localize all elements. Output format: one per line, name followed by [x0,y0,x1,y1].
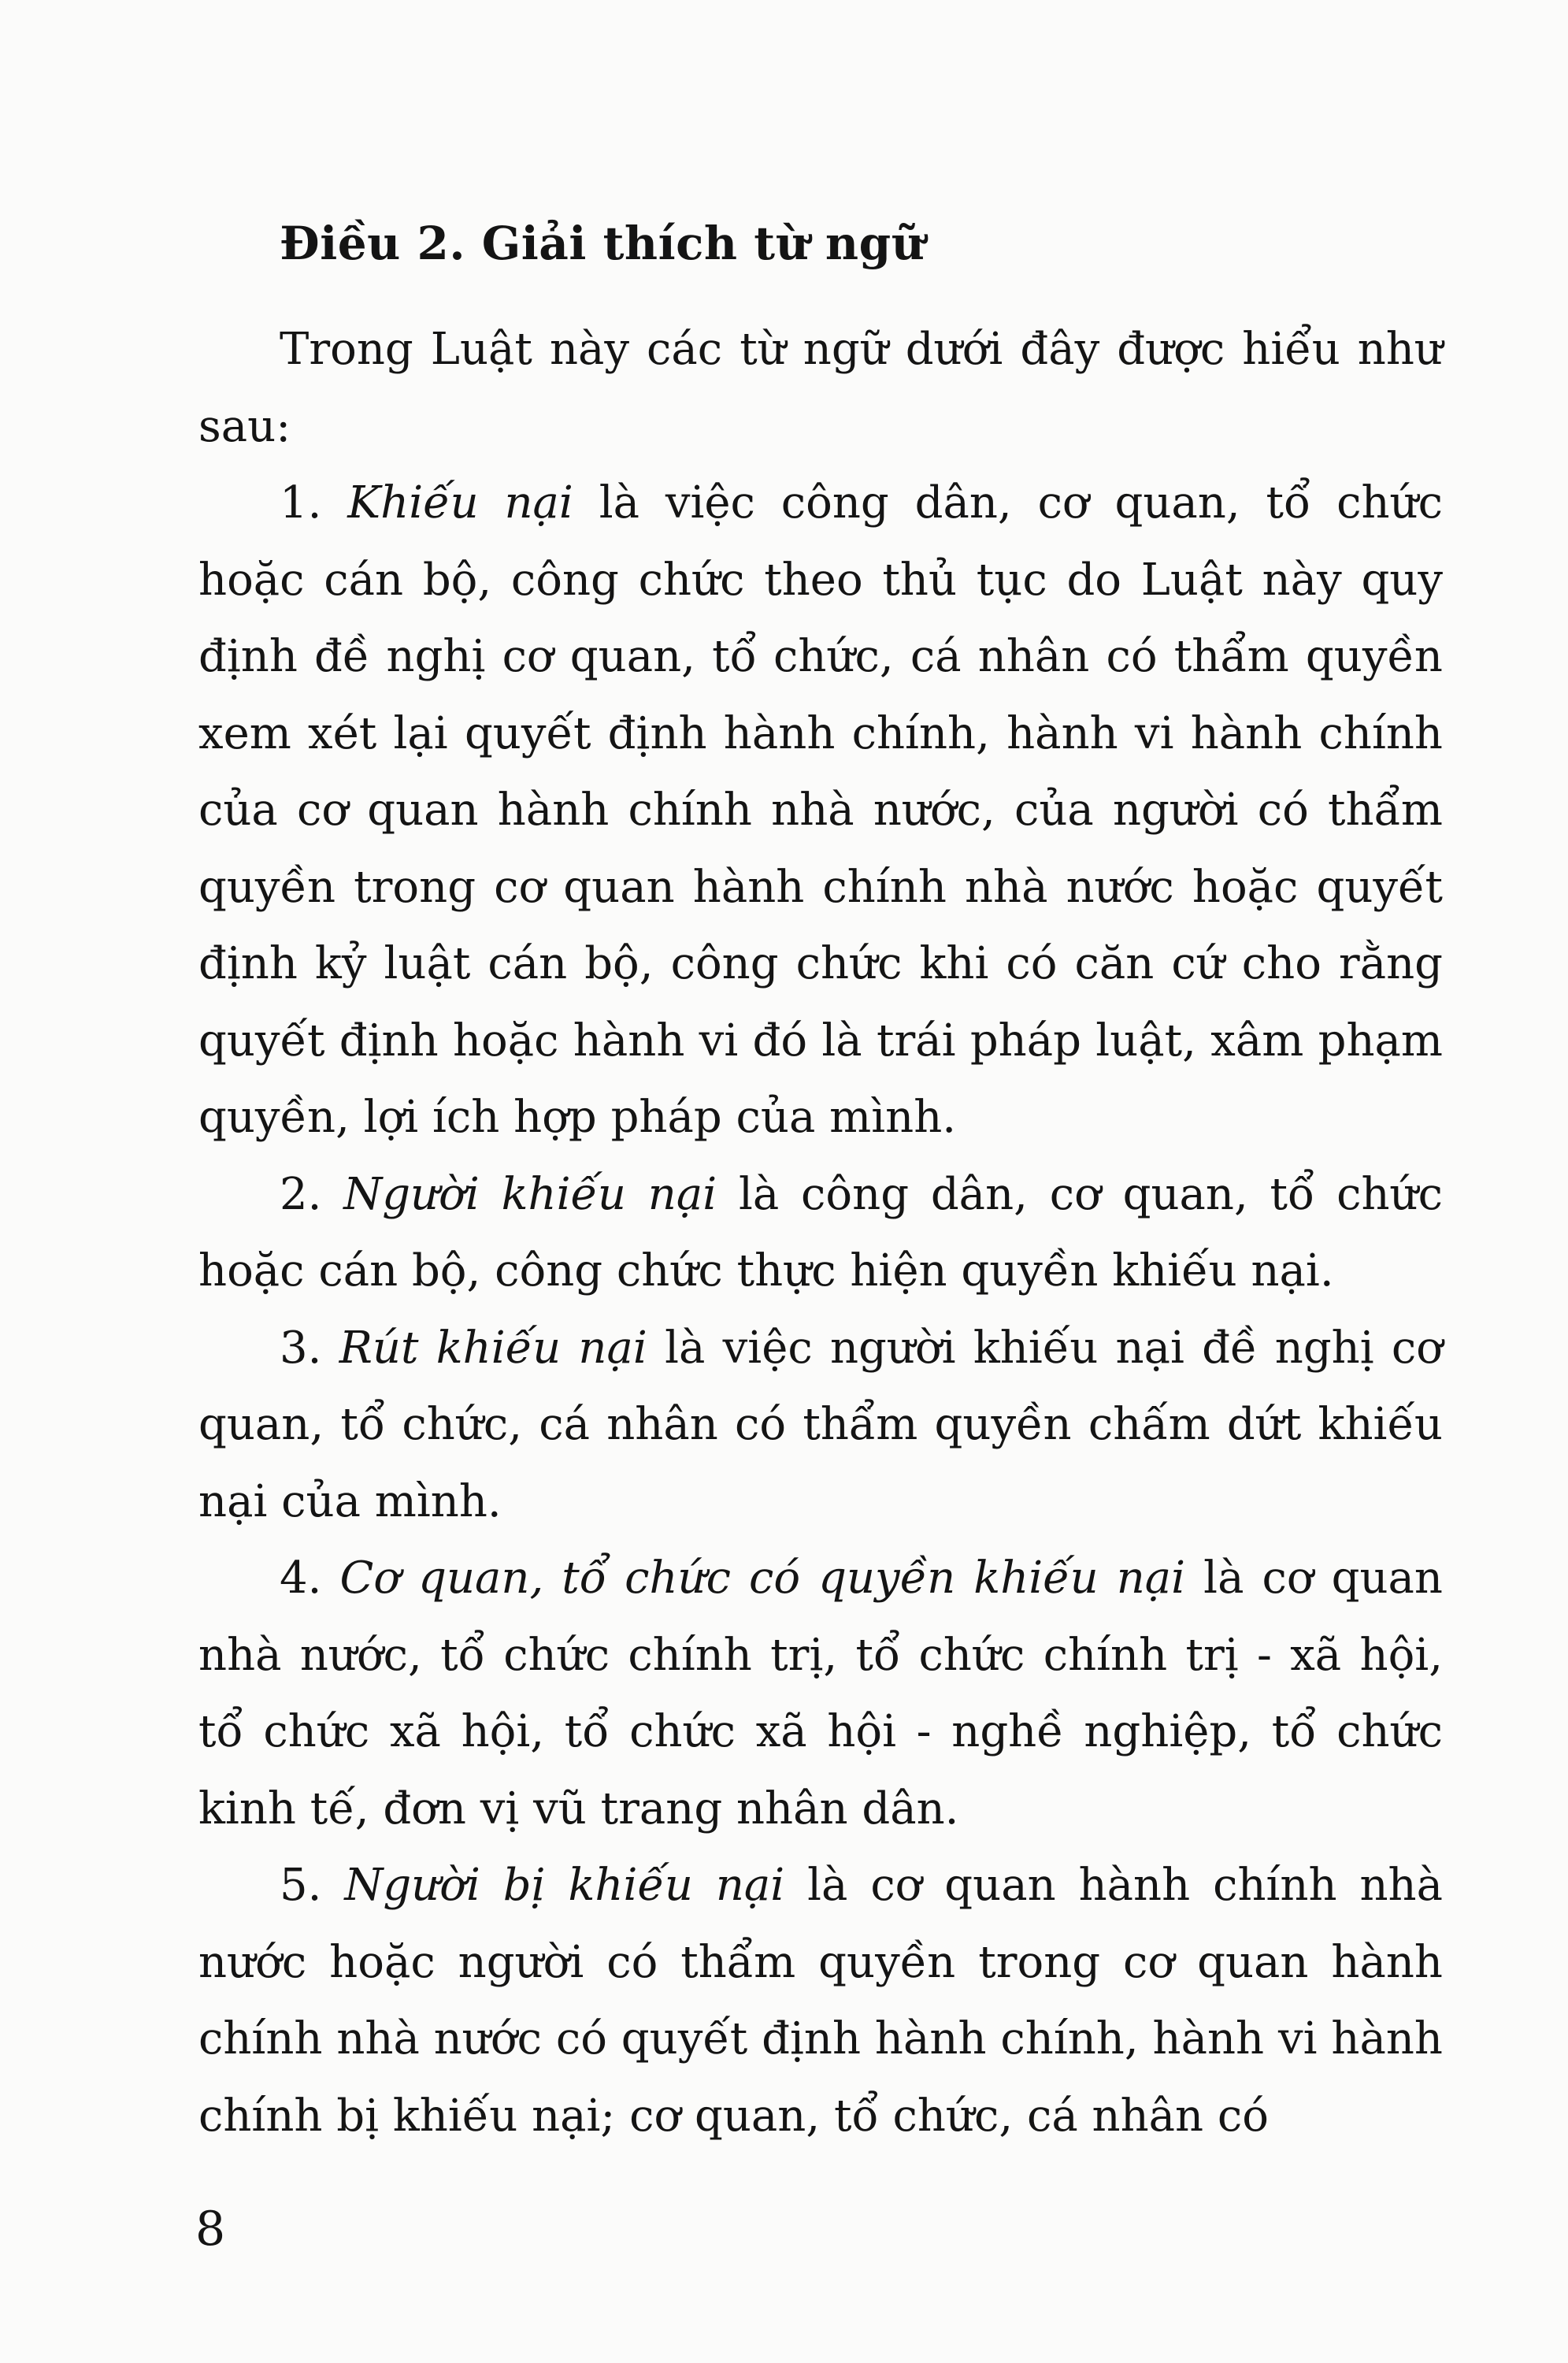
intro-paragraph: Trong Luật này các từ ngữ dưới đây được hiểu như sau: [198,324,1443,452]
definition-number: 1. [280,477,322,529]
definition-term: Cơ quan, tổ chức có quyền khiếu nại [339,1552,1186,1604]
article-heading: Điều 2. Giải thích từ ngữ [280,217,925,270]
definition-text: là việc người khiếu nại đề nghị cơ quan, tổ chức, cá nhân có thẩm quyền chấm dứt khiếu nại của mình. [198,1322,1443,1527]
definition-term: Khiếu nại [347,477,573,529]
definition-text: là cơ quan hành chính nhà nước hoặc người có thẩm quyền trong cơ quan hành chính nhà nước có quyết định hành chính, hành vi hành chính bị khiếu nại; cơ quan, tổ chức, cá nhân có [198,1860,1443,2142]
definition-number: 2. [280,1168,322,1220]
article-body [198,311,1443,2154]
definition-number: 3. [280,1322,322,1374]
page-number: 8 [195,2202,226,2257]
definition-5 [198,1847,1443,2154]
definition-text: là việc công dân, cơ quan, tổ chức hoặc cán bộ, công chức theo thủ tục do Luật này quy định đề nghị cơ quan, tổ chức, cá nhân có thẩm quyền xem xét lại quyết định hành chính, hành vi hành chính của cơ quan hành chính nhà nước, của người có thẩm quyền trong cơ quan hành chính nhà nước hoặc quyết định kỷ luật cán bộ, công chức khi có căn cứ cho rằng quyết định hoặc hành vi đó là trái pháp luật, xâm phạm quyền, lợi ích hợp pháp của mình. [198,477,1443,1143]
definition-3 [198,1310,1443,1541]
definition-number: 5. [280,1860,322,1911]
definition-term: Rút khiếu nại [339,1322,647,1374]
definition-2 [198,1156,1443,1310]
definition-text: là công dân, cơ quan, tổ chức hoặc cán bộ, công chức thực hiện quyền khiếu nại. [198,1168,1443,1296]
definition-number: 4. [280,1552,322,1604]
definition-4 [198,1540,1443,1847]
definition-text: là cơ quan nhà nước, tổ chức chính trị, tổ chức chính trị - xã hội, tổ chức xã hội, tổ chức xã hội - nghề nghiệp, tổ chức kinh tế, đơn vị vũ trang nhân dân. [198,1552,1443,1834]
definition-term: Người khiếu nại [343,1168,717,1220]
definition-1 [198,465,1443,1156]
definition-term: Người bị khiếu nại [344,1860,785,1911]
